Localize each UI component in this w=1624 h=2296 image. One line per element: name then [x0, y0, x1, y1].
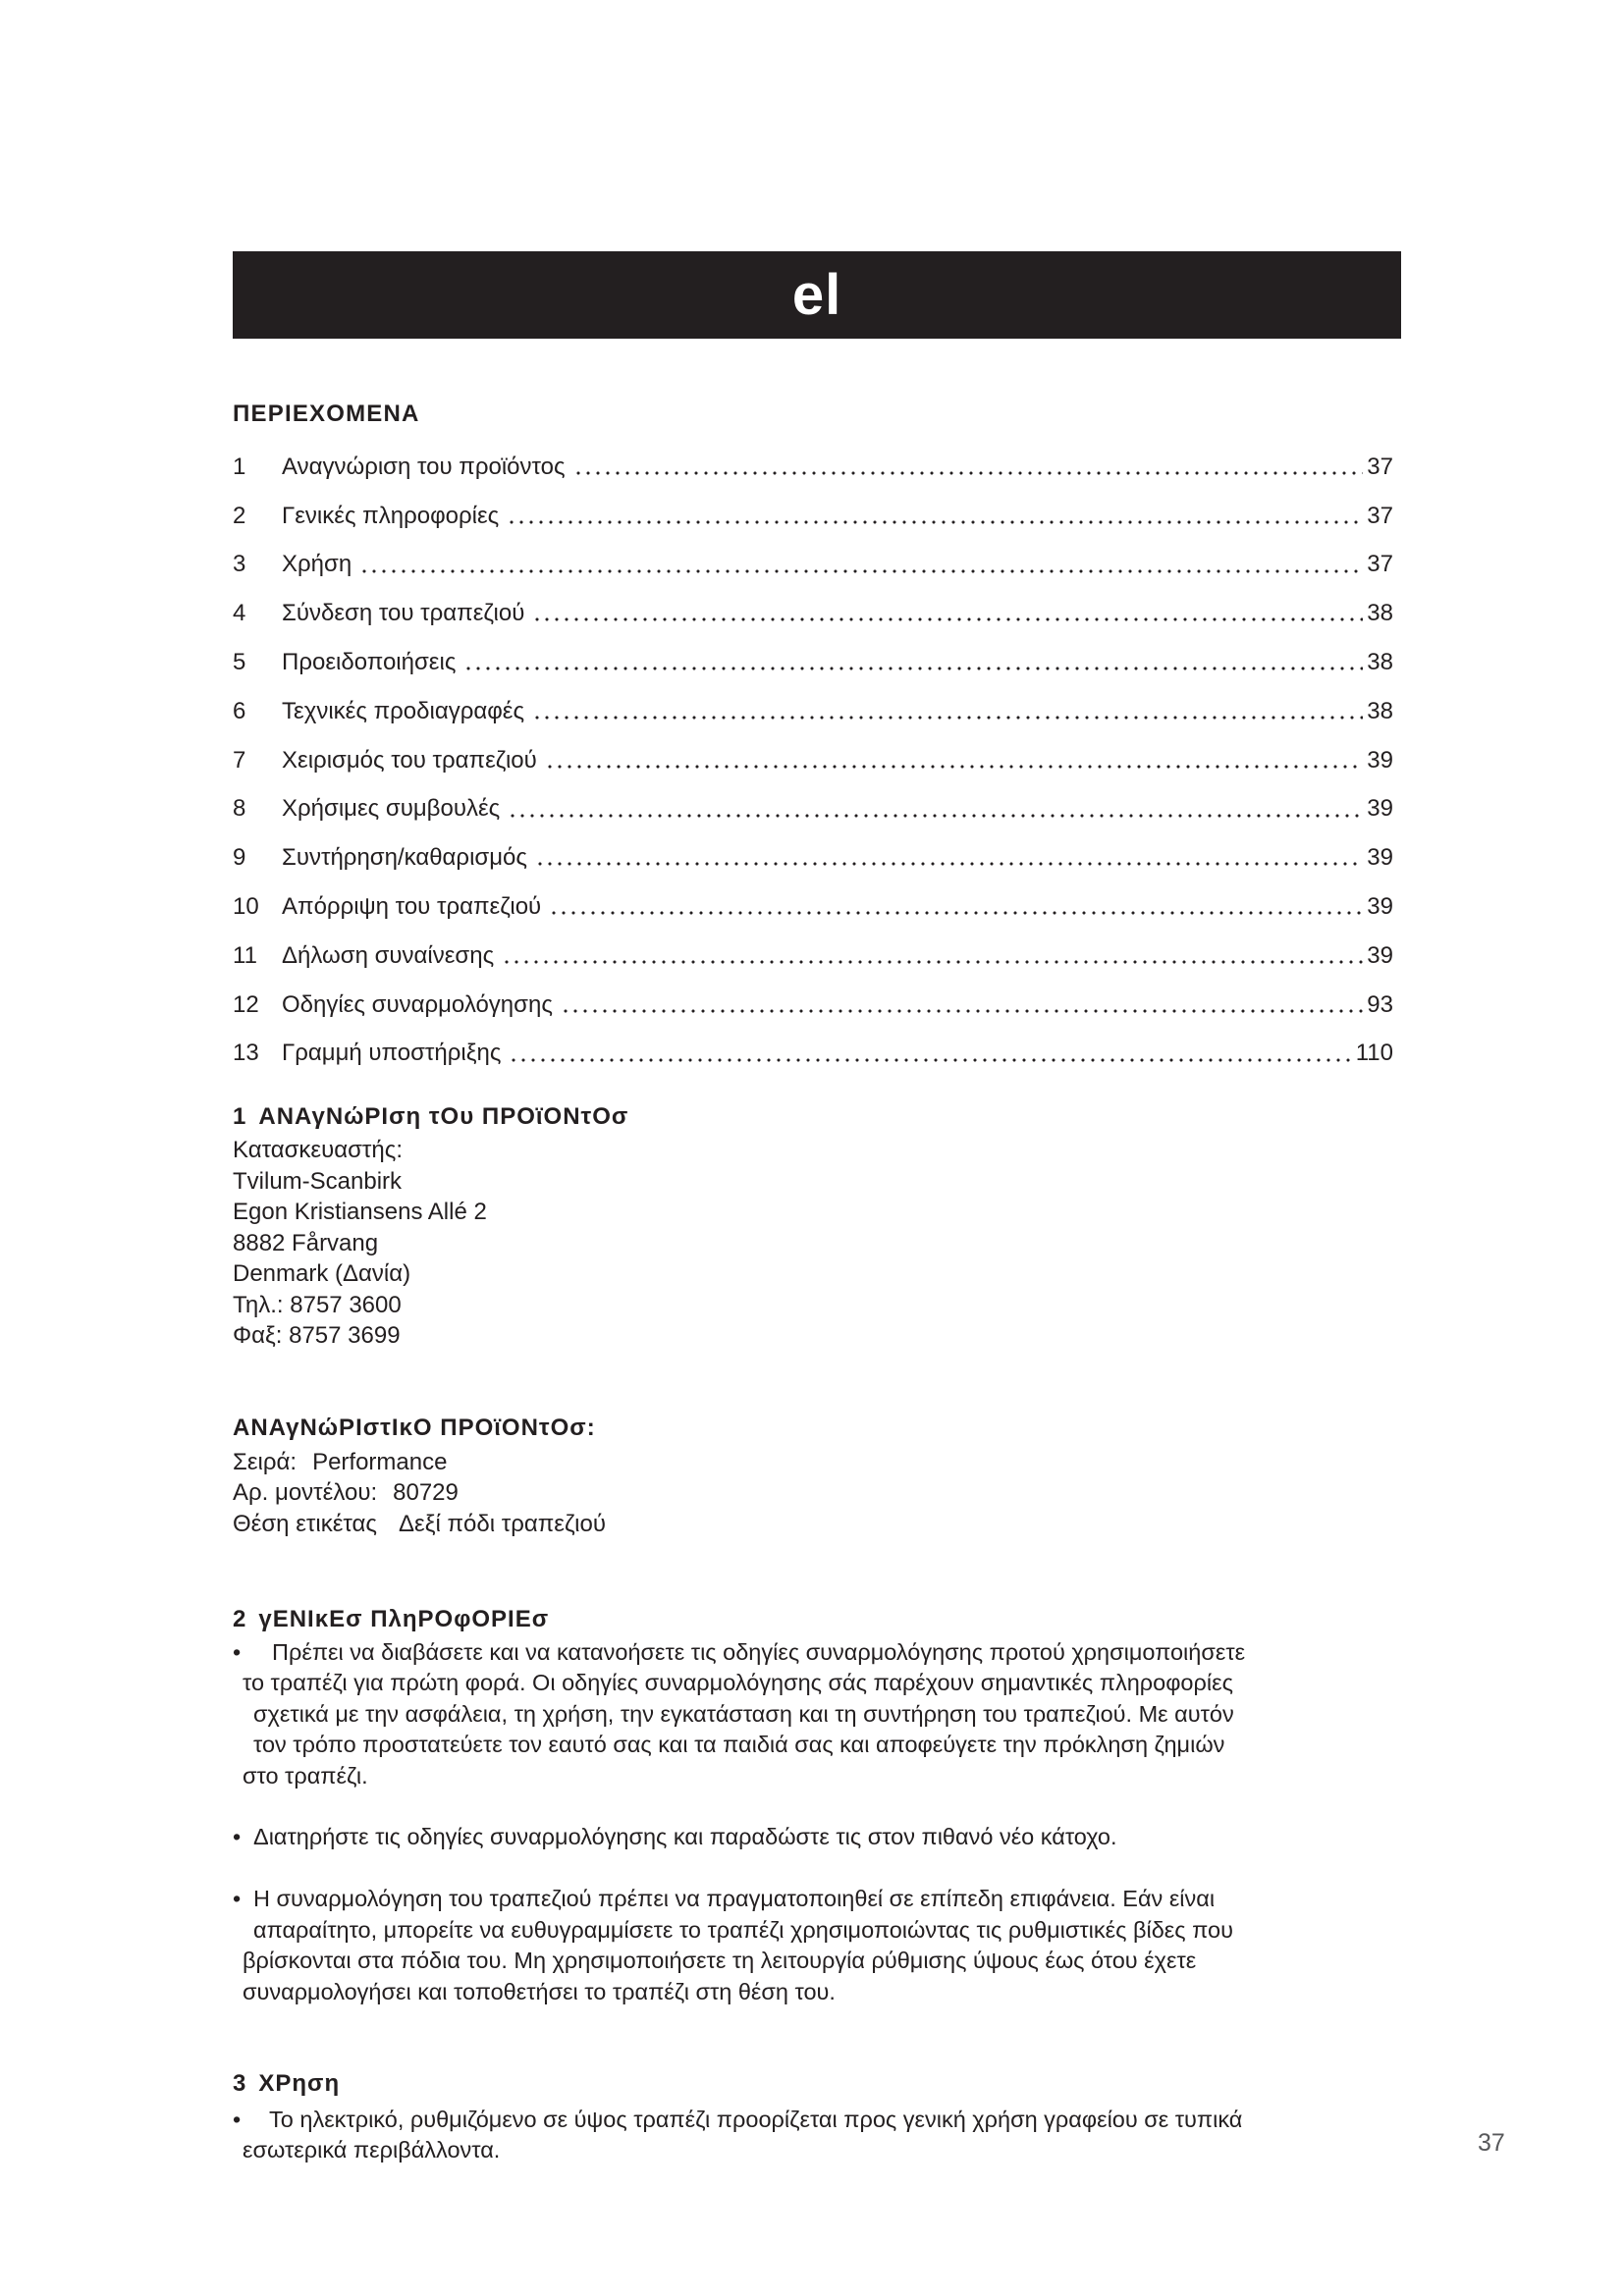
toc-entry — [233, 981, 1393, 1030]
toc-dot-leader — [463, 638, 1363, 687]
toc-dot-leader — [359, 541, 1363, 590]
toc-entry — [233, 833, 1393, 882]
table-of-contents — [233, 443, 1393, 1078]
toc-entry-title: Συντήρηση/καθαρισμός — [282, 844, 527, 872]
toc-entry-number: 12 — [233, 990, 259, 1018]
toc-entry-number: 4 — [233, 600, 246, 627]
bullet-glyph: • — [233, 1824, 242, 1849]
product-id-value: 80729 — [393, 1479, 459, 1506]
toc-entry — [233, 1030, 1393, 1079]
toc-entry-title: Χειρισμός του τραπεζιού — [282, 746, 537, 774]
bullet-glyph: • — [233, 2107, 242, 2132]
toc-entry-title: Τεχνικές προδιαγραφές — [282, 697, 525, 724]
toc-dot-leader — [502, 932, 1363, 981]
toc-entry-page: 37 — [1367, 502, 1393, 529]
section-1-heading — [233, 1101, 628, 1133]
toc-entry-number: 3 — [233, 551, 246, 578]
section-title: ΑΝΑγΝώΡΙση τΟυ ΠΡΟϊΟΝτΟσ — [258, 1103, 629, 1130]
toc-entry — [233, 443, 1393, 492]
toc-entry-page: 39 — [1367, 893, 1393, 921]
product-id-row — [233, 1447, 447, 1478]
toc-entry-title: Σύνδεση του τραπεζιού — [282, 600, 525, 627]
paragraph-line: τον τρόπο προστατεύετε τον εαυτό σας και τα παιδιά σας και αποφεύγετε την πρόκληση ζημιών — [253, 1732, 1225, 1757]
section-3-heading — [233, 2068, 340, 2100]
paragraph-line: Το ηλεκτρικό, ρυθμιζόμενο σε ύψος τραπέζι προορίζεται προς γενική χρήση γραφείου σε τυπικά — [269, 2107, 1243, 2132]
toc-entry-number: 1 — [233, 453, 246, 480]
toc-entry — [233, 492, 1393, 541]
product-id-row — [233, 1509, 606, 1540]
toc-entry-number: 7 — [233, 746, 246, 774]
toc-entry-title: Αναγνώριση του προϊόντος — [282, 453, 566, 480]
paragraph-line: σχετικά με την ασφάλεια, τη χρήση, την εγκατάσταση και τη συντήρηση του τραπεζιού. Με αυτόν — [253, 1701, 1234, 1727]
toc-entry — [233, 736, 1393, 785]
address-line: Denmark (Δανία) — [233, 1260, 411, 1287]
toc-entry-number: 13 — [233, 1040, 259, 1067]
toc-entry-number: 8 — [233, 795, 246, 823]
toc-entry-title: Χρήσιμες συμβουλές — [282, 795, 501, 823]
toc-entry-title: Γραμμή υποστήριξης — [282, 1040, 502, 1067]
toc-entry-number: 5 — [233, 649, 246, 676]
toc-entry-page: 37 — [1367, 551, 1393, 578]
language-header-bar — [233, 251, 1401, 339]
section-title: ΧΡηση — [258, 2070, 341, 2097]
toc-dot-leader — [535, 833, 1363, 882]
toc-entry-page: 39 — [1367, 746, 1393, 774]
toc-entry — [233, 785, 1393, 834]
toc-entry-title: Χρήση — [282, 551, 352, 578]
toc-entry — [233, 882, 1393, 932]
address-line: 8882 Fårvang — [233, 1230, 379, 1256]
toc-dot-leader — [549, 882, 1363, 932]
toc-entry-page: 39 — [1367, 941, 1393, 969]
toc-entry-number: 10 — [233, 893, 259, 921]
language-code: el — [791, 262, 842, 327]
toc-dot-leader — [545, 736, 1364, 785]
toc-dot-leader — [507, 492, 1363, 541]
toc-entry-page: 38 — [1367, 600, 1393, 627]
toc-dot-leader — [561, 981, 1363, 1030]
toc-entry-title: Απόρριψη του τραπεζιού — [282, 893, 542, 921]
paragraph-line: εσωτερικά περιβάλλοντα. — [243, 2137, 501, 2163]
product-id-value: Performance — [312, 1449, 448, 1475]
toc-entry-title: Οδηγίες συναρμολόγησης — [282, 990, 553, 1018]
product-id-value: Δεξί πόδι τραπεζιού — [399, 1511, 606, 1537]
bullet-glyph: • — [233, 1639, 242, 1665]
toc-entry — [233, 687, 1393, 736]
toc-entry-page: 38 — [1367, 649, 1393, 676]
toc-entry-page: 110 — [1355, 1040, 1393, 1067]
toc-entry — [233, 932, 1393, 981]
toc-dot-leader — [532, 589, 1363, 638]
address-line: Egon Kristiansens Allé 2 — [233, 1199, 487, 1225]
section-number: 3 — [233, 2070, 247, 2097]
address-line: Φαξ: 8757 3699 — [233, 1322, 401, 1349]
address-line: Tvilum-Scanbirk — [233, 1168, 403, 1195]
paragraph-line: απαραίτητο, μπορείτε να ευθυγραμμίσετε το τραπέζι χρησιμοποιώντας τις ρυθμιστικές βίδες που — [253, 1917, 1233, 1943]
toc-entry-number: 2 — [233, 502, 246, 529]
toc-entry — [233, 589, 1393, 638]
paragraph-line: Διατηρήστε τις οδηγίες συναρμολόγησης και παραδώστε τις στον πιθανό νέο κάτοχο. — [253, 1824, 1117, 1849]
toc-entry-page: 39 — [1367, 844, 1393, 872]
toc-dot-leader — [573, 443, 1364, 492]
section-2-heading — [233, 1604, 549, 1635]
toc-entry-page: 37 — [1367, 453, 1393, 480]
toc-entry-title: Προειδοποιήσεις — [282, 649, 457, 676]
toc-entry-page: 93 — [1367, 990, 1393, 1018]
toc-entry-title: Γενικές πληροφορίες — [282, 502, 500, 529]
section-number: 1 — [233, 1103, 247, 1130]
paragraph-line: το τραπέζι για πρώτη φορά. Οι οδηγίες συναρμολόγησης σάς παρέχουν σημαντικές πληροφορίες — [243, 1670, 1233, 1695]
product-id-label: Σειρά: — [233, 1449, 298, 1475]
toc-entry — [233, 638, 1393, 687]
paragraph-line: Η συναρμολόγηση του τραπεζιού πρέπει να πραγματοποιηθεί σε επίπεδη επιφάνεια. Εάν είναι — [253, 1886, 1216, 1911]
toc-entry-number: 6 — [233, 697, 246, 724]
product-id-heading: ΑΝΑγΝώΡΙστΙκΟ ΠΡΟϊΟΝτΟσ: — [233, 1415, 596, 1441]
manufacturer-label: Κατασκευαστής: — [233, 1137, 403, 1163]
section-number: 2 — [233, 1606, 247, 1632]
product-id-label: Θέση ετικέτας — [233, 1511, 377, 1537]
paragraph-line: στο τραπέζι. — [243, 1763, 368, 1789]
toc-dot-leader — [532, 687, 1363, 736]
address-line: Τηλ.: 8757 3600 — [233, 1292, 402, 1318]
toc-entry-page: 38 — [1367, 697, 1393, 724]
toc-entry-number: 11 — [233, 941, 257, 969]
section-title: γΕΝΙκΕσ ΠληΡΟφΟΡΙΕσ — [258, 1606, 550, 1632]
toc-entry-page: 39 — [1367, 795, 1393, 823]
toc-title: ΠΕΡΙΕΧΟΜΕΝΑ — [233, 400, 420, 427]
paragraph-line: Πρέπει να διαβάσετε και να κατανοήσετε τις οδηγίες συναρμολόγησης προτού χρησιμοποιήσετε — [272, 1639, 1246, 1665]
toc-entry — [233, 541, 1393, 590]
toc-entry-number: 9 — [233, 844, 246, 872]
toc-dot-leader — [508, 785, 1363, 834]
page-number: 37 — [1478, 2129, 1505, 2157]
bullet-glyph: • — [233, 1886, 242, 1911]
toc-entry-title: Δήλωση συναίνεσης — [282, 941, 495, 969]
paragraph-line: συναρμολογήσει και τοποθετήσει το τραπέζι στη θέση του. — [243, 1979, 836, 2004]
product-id-row — [233, 1477, 459, 1509]
product-id-label: Αρ. μοντέλου: — [233, 1479, 378, 1506]
toc-dot-leader — [509, 1030, 1351, 1079]
paragraph-line: βρίσκονται στα πόδια του. Μη χρησιμοποιήσετε τη λειτουργία ρύθμισης ύψους έως ότου έχετε — [243, 1948, 1197, 1973]
